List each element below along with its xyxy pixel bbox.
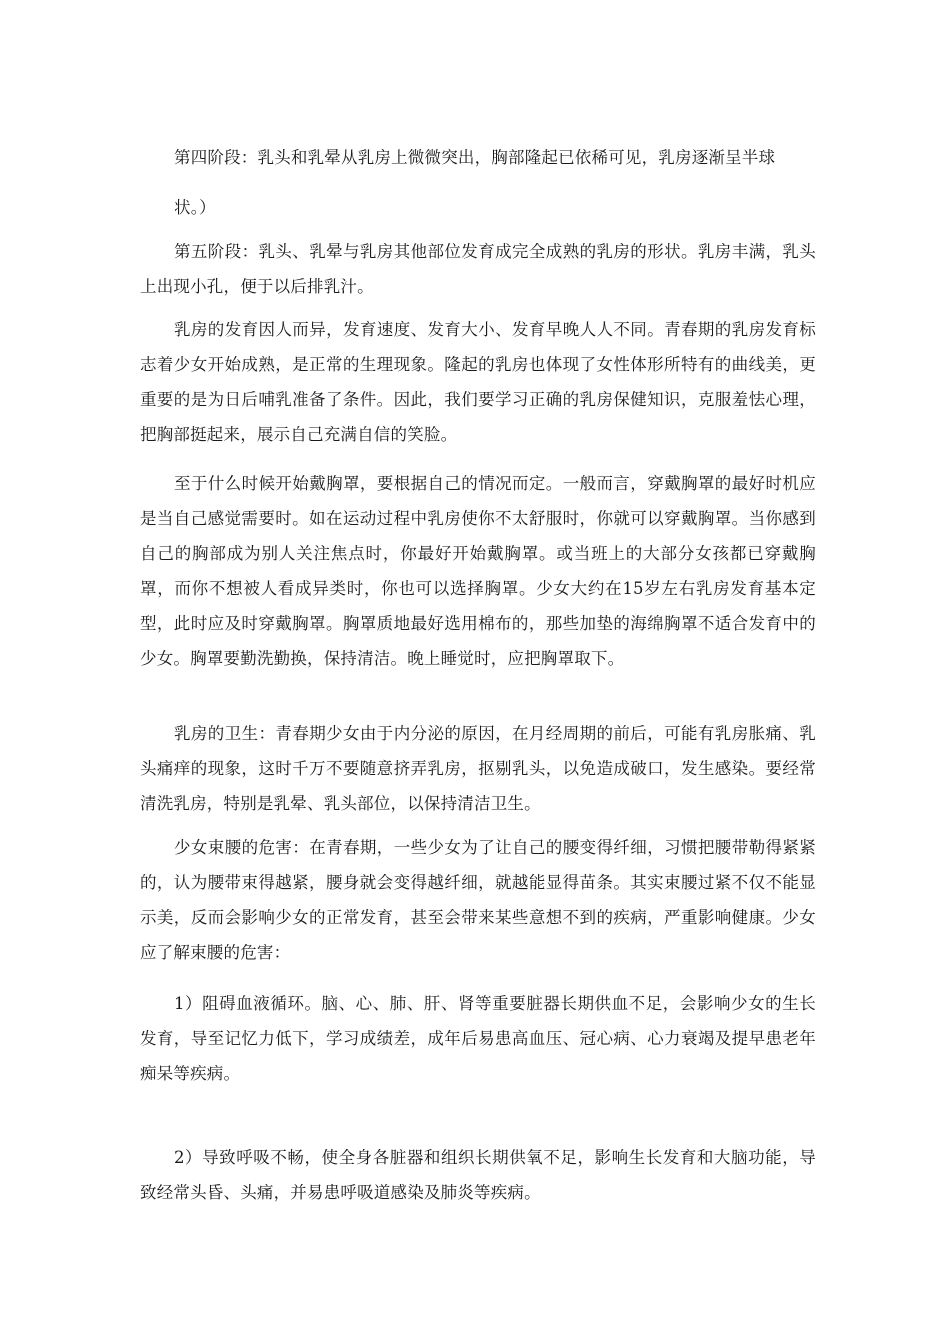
paragraph-stage-four: 第四阶段：乳头和乳晕从乳房上微微突出，胸部隆起已依稀可见，乳房逐渐呈半球 [174,148,776,167]
paragraph-waist-binding: 少女束腰的危害：在青春期，一些少女为了让自己的腰变得纤细，习惯把腰带勒得紧紧的，认为腰带束得越紧，腰身就会变得越纤细，就越能显得苗条。其实束腰过紧不仅不能显示美，反而会影响少女的正常发育，甚至会带来某些意想不到的疾病，严重影响健康。少女应了解束腰的危害： [140,838,816,962]
paragraph-stage-five: 第五阶段：乳头、乳晕与乳房其他部位发育成完全成熟的乳房的形状。乳房丰满，乳头上出现小孔，便于以后排乳汁。 [140,242,816,296]
list-item-harm-two: 2）导致呼吸不畅，使全身各脏器和组织长期供氧不足，影响生长发育和大脑功能，导致经常头昏、头痛，并易患呼吸道感染及肺炎等疾病。 [140,1148,816,1202]
list-item-harm-one: 1）阻碍血液循环。脑、心、肺、肝、肾等重要脏器长期供血不足，会影响少女的生长发育，导至记忆力低下，学习成绩差，成年后易患高血压、冠心病、心力衰竭及提早患老年痴呆等疾病。 [140,994,816,1083]
paragraph-breast-development: 乳房的发育因人而异，发育速度、发育大小、发育早晚人人不同。青春期的乳房发育标志着少女开始成熟，是正常的生理现象。隆起的乳房也体现了女性体形所特有的曲线美，更重要的是为日后哺乳准备了条件。因此，我们要学习正确的乳房保健知识，克服羞怯心理，把胸部挺起来，展示自己充满自信的笑脸。 [140,320,816,444]
paragraph-when-to-wear-bra: 至于什么时候开始戴胸罩，要根据自己的情况而定。一般而言，穿戴胸罩的最好时机应是当自己感觉需要时。如在运动过程中乳房使你不太舒服时，你就可以穿戴胸罩。当你感到自己的胸部成为别人关注焦点时，你最好开始戴胸罩。或当班上的大部分女孩都已穿戴胸罩，而你不想被人看成异类时，你也可以选择胸罩。少女大约在15岁左右乳房发育基本定型，此时应及时穿戴胸罩。胸罩质地最好选用棉布的，那些加垫的海绵胸罩不适合发育中的少女。胸罩要勤洗勤换，保持清洁。晚上睡觉时，应把胸罩取下。 [140,474,816,668]
paragraph-stage-four-continued: 状。） [174,198,216,217]
paragraph-breast-hygiene: 乳房的卫生：青春期少女由于内分泌的原因，在月经周期的前后，可能有乳房胀痛、乳头痛痒的现象，这时千万不要随意挤弄乳房，抠剔乳头，以免造成破口，发生感染。要经常清洗乳房，特别是乳晕、乳头部位，以保持清洁卫生。 [140,724,816,813]
